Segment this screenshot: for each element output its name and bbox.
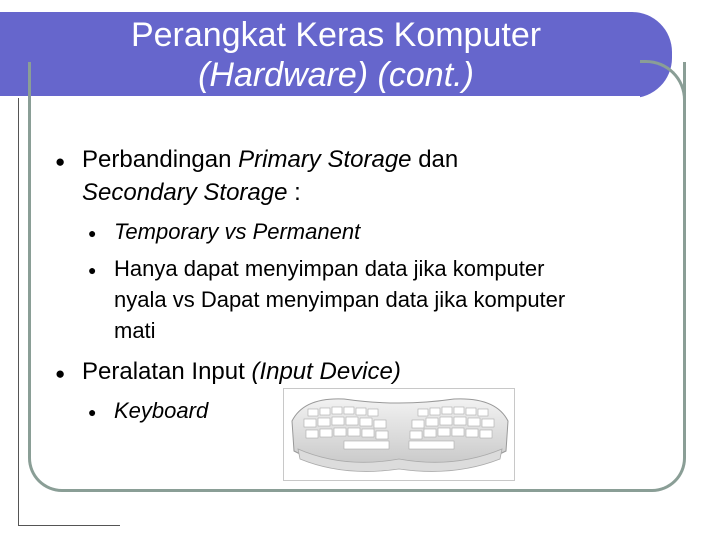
slide-title-line2: (Hardware) (cont.) <box>198 56 474 94</box>
bullet-text-italic: Secondary Storage <box>82 179 288 206</box>
bullet-text-italic: Primary Storage <box>238 146 412 173</box>
bullet-dot-icon: ● <box>55 364 66 383</box>
frame-left-line <box>18 98 19 526</box>
bullet-text: Peralatan Input <box>82 358 252 385</box>
bullet-text: : <box>287 179 301 206</box>
sub-bullet-temporary: Temporary vs Permanent <box>114 219 361 244</box>
bullet-text: Perbandingan <box>82 146 239 173</box>
bullet-input-device <box>82 355 401 388</box>
sub-bullet-hanya <box>114 253 565 346</box>
sub-bullet-dot-icon: ● <box>88 225 97 241</box>
bullet-storage-comparison <box>82 143 458 209</box>
frame-bottom-line <box>18 525 120 526</box>
sub-bullet-line: Hanya dapat menyimpan data jika komputer <box>114 256 545 281</box>
sub-bullet-line: mati <box>114 318 156 343</box>
keyboard-image <box>283 388 515 481</box>
sub-bullet-dot-icon: ● <box>88 262 97 278</box>
sub-bullet-keyboard: Keyboard <box>114 398 209 423</box>
bullet-dot-icon: ● <box>55 152 66 171</box>
slide-title-line1: Perangkat Keras Komputer <box>130 16 542 54</box>
bullet-text-italic: (Input Device) <box>251 358 401 385</box>
keyboard-icon <box>284 389 514 480</box>
sub-bullet-dot-icon: ● <box>88 404 97 420</box>
sub-bullet-line: nyala vs Dapat menyimpan data jika komputer <box>114 287 566 312</box>
bullet-text: dan <box>411 146 459 173</box>
